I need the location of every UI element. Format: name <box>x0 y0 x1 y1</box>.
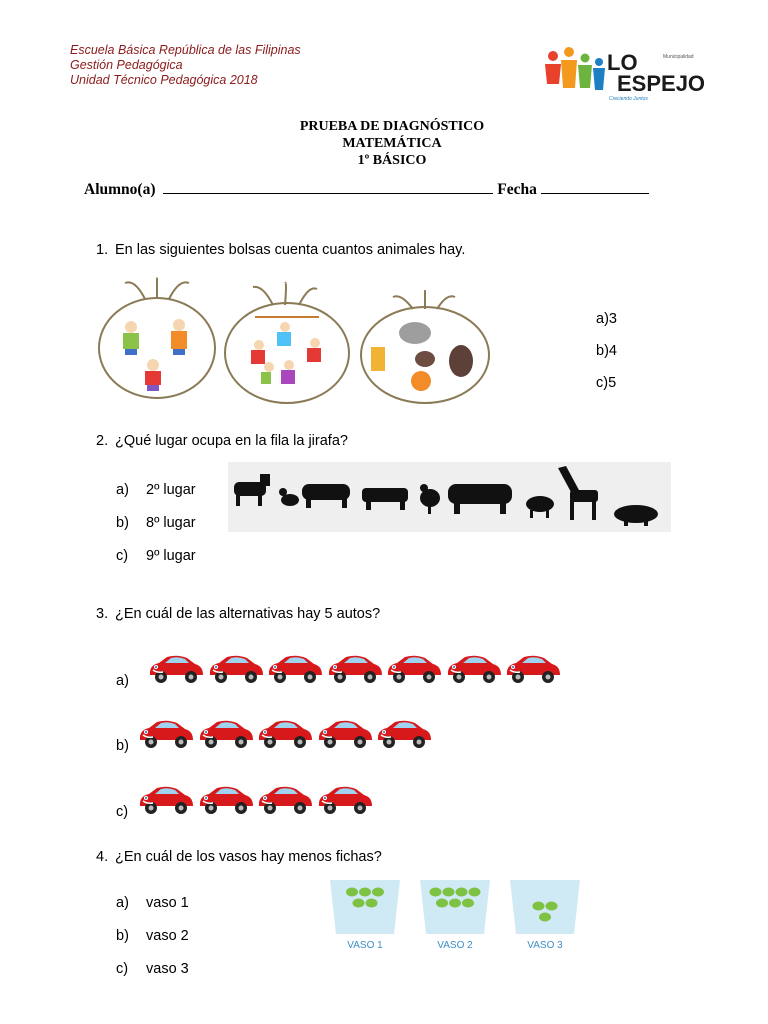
animal-row-illustration <box>228 462 671 532</box>
question-2 <box>96 433 348 449</box>
option-text: vaso 1 <box>146 895 189 911</box>
question-1-options <box>596 311 617 407</box>
chip <box>359 888 371 897</box>
title-line-3: 1º BÁSICO <box>357 153 427 168</box>
clown-figure <box>123 319 187 391</box>
glass-1 <box>330 880 400 951</box>
school-header <box>70 43 301 88</box>
glasses-illustration <box>328 878 578 958</box>
cars-row-c <box>137 784 375 816</box>
fecha-label: Fecha <box>497 181 537 198</box>
logo-text-small-bottom: Creciendo Juntos <box>609 96 648 102</box>
option-1c[interactable] <box>596 375 617 407</box>
question-1-number: 1. <box>96 242 109 258</box>
car-icon <box>316 718 374 750</box>
car-icon <box>256 718 314 750</box>
bag-2 <box>225 283 349 403</box>
option-text: 2º lugar <box>146 482 196 498</box>
chip <box>469 888 481 897</box>
option-3b[interactable] <box>116 738 129 754</box>
car-icon <box>207 653 265 685</box>
question-2-options <box>116 482 196 581</box>
title-line-2: MATEMÁTICA <box>342 136 442 151</box>
bag-3 <box>361 291 489 403</box>
option-letter: a) <box>116 482 129 498</box>
logo-text-line1: LO <box>607 50 638 75</box>
title-line-1: PRUEBA DE DIAGNÓSTICO <box>299 119 485 134</box>
chip <box>443 888 455 897</box>
question-1 <box>96 242 465 258</box>
lo-espejo-logo <box>543 44 723 102</box>
car-icon <box>445 653 503 685</box>
car-icon <box>504 653 562 685</box>
cars-row-b <box>137 718 435 750</box>
chip <box>449 899 461 908</box>
car-icon <box>197 718 255 750</box>
option-2c[interactable] <box>116 548 196 581</box>
chip <box>346 888 358 897</box>
question-4-text: ¿En cuál de los vasos hay menos fichas? <box>115 849 382 865</box>
question-3 <box>96 606 380 622</box>
alumno-label: Alumno(a) <box>84 181 156 198</box>
option-text: vaso 3 <box>146 961 189 977</box>
question-4-options <box>116 895 189 994</box>
car-icon <box>375 718 433 750</box>
glass-3 <box>510 880 580 951</box>
option-text: 5 <box>608 375 617 391</box>
question-4 <box>96 849 382 865</box>
school-name: Escuela Básica República de las Filipinas <box>70 43 301 57</box>
option-3a[interactable] <box>116 673 129 689</box>
chip <box>456 888 468 897</box>
bag-1 <box>99 278 215 398</box>
car-icon <box>256 784 314 816</box>
option-letter: a) <box>116 673 129 689</box>
car-icon <box>147 653 205 685</box>
chip <box>430 888 442 897</box>
chip <box>546 902 558 911</box>
car-icon <box>326 653 384 685</box>
glass-label: VASO 1 <box>347 940 383 951</box>
question-3-text: ¿En cuál de las alternativas hay 5 autos? <box>115 606 381 622</box>
car-icon <box>137 718 195 750</box>
fecha-blank[interactable] <box>541 180 649 194</box>
glass-cup <box>510 880 580 934</box>
car-icon <box>197 784 255 816</box>
question-3-number: 3. <box>96 606 109 622</box>
option-text: 8º lugar <box>146 515 196 531</box>
chip <box>366 899 378 908</box>
glass-label: VASO 3 <box>527 940 563 951</box>
option-3c[interactable] <box>116 804 128 820</box>
option-text: vaso 2 <box>146 928 189 944</box>
school-unit: Unidad Técnico Pedagógica 2018 <box>70 73 258 87</box>
option-letter: c) <box>116 804 129 820</box>
option-letter: b) <box>116 928 129 944</box>
option-4a[interactable] <box>116 895 189 928</box>
student-info-line <box>84 180 649 199</box>
option-letter: c) <box>116 961 129 977</box>
car-icon <box>385 653 443 685</box>
chip <box>353 899 365 908</box>
question-2-text: ¿Qué lugar ocupa en la fila la jirafa? <box>115 433 348 449</box>
option-text: 9º lugar <box>146 548 196 564</box>
option-4c[interactable] <box>116 961 189 994</box>
animal-bags-illustration <box>95 275 495 410</box>
option-1a[interactable] <box>596 311 617 343</box>
option-letter: a) <box>596 311 609 327</box>
option-1b[interactable] <box>596 343 617 375</box>
option-2b[interactable] <box>116 515 196 548</box>
question-1-text: En las siguientes bolsas cuenta cuantos animales hay. <box>115 242 466 258</box>
glass-2 <box>420 880 490 951</box>
school-department: Gestión Pedagógica <box>70 58 183 72</box>
cars-row-a <box>147 653 564 685</box>
chip <box>372 888 384 897</box>
logo-text-small-top: Municipalidad <box>663 54 694 60</box>
glass-label: VASO 2 <box>437 940 473 951</box>
car-icon <box>266 653 324 685</box>
exam-title <box>0 118 768 169</box>
option-letter: a) <box>116 895 129 911</box>
option-letter: c) <box>116 548 129 564</box>
chip <box>533 902 545 911</box>
option-letter: b) <box>596 343 609 359</box>
option-text: 3 <box>608 311 617 327</box>
car-icon <box>137 784 195 816</box>
option-text: 4 <box>608 343 617 359</box>
chip <box>539 913 551 922</box>
option-2a[interactable] <box>116 482 196 515</box>
option-letter: c) <box>596 375 609 391</box>
option-letter: b) <box>116 738 129 754</box>
logo-text-line2: ESPEJO <box>617 71 706 96</box>
question-4-number: 4. <box>96 849 109 865</box>
option-letter: b) <box>116 515 129 531</box>
chip <box>436 899 448 908</box>
question-2-number: 2. <box>96 433 109 449</box>
chip <box>462 899 474 908</box>
option-4b[interactable] <box>116 928 189 961</box>
car-icon <box>316 784 374 816</box>
alumno-blank[interactable] <box>163 180 493 194</box>
